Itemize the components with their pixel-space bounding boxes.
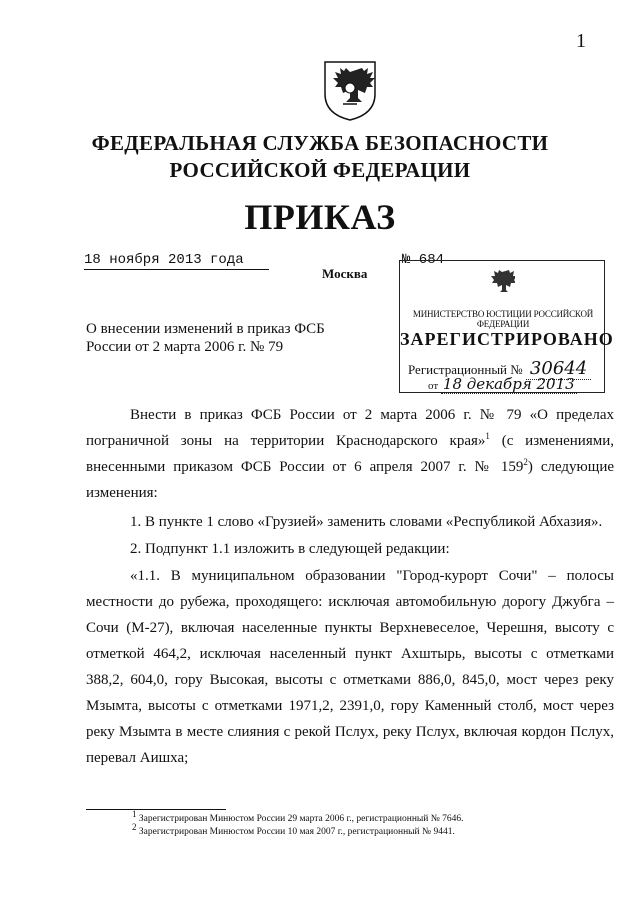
- stamp-registration-number: 30644: [526, 358, 591, 380]
- order-date: 18 ноября 2013 года: [84, 252, 269, 270]
- order-number: № 684: [402, 252, 445, 268]
- footnote-separator: [86, 809, 226, 810]
- footnote-1-text: Зарегистрирован Минюстом России 29 марта 2006 г., регистрационный № 7646.: [138, 814, 464, 825]
- stamp-ministry: МИНИСТЕРСТВО ЮСТИЦИИ РОССИЙСКОЙ ФЕДЕРАЦИИ: [412, 309, 594, 329]
- stamp-date-label: от: [428, 380, 439, 392]
- body-item-1: 1. В пункте 1 слово «Грузией» заменить словами «Республикой Абхазия».: [130, 514, 603, 530]
- coat-of-arms-emblem: [321, 58, 379, 122]
- body-intro-paragraph: [86, 402, 614, 506]
- stamp-eagle-icon: [489, 269, 515, 293]
- organization-name: [0, 130, 640, 184]
- stamp-registered-label: ЗАРЕГИСТРИРОВАНО: [400, 329, 614, 349]
- registration-stamp: [399, 260, 614, 393]
- stamp-date-row: [428, 375, 577, 393]
- stamp-registration-date: 18 декабря 2013: [442, 375, 575, 393]
- stamp-registration-label: Регистрационный №: [408, 362, 523, 377]
- body-item-2: 2. Подпункт 1.1 изложить в следующей редакции:: [130, 541, 450, 557]
- footnote-ref-2: 2: [523, 457, 528, 467]
- body-item-3: «1.1. В муниципальном образовании "Город-курорт Сочи" – полосы местности до рубежа, проходящего: исключая автомобильную дорогу Джубга – Сочи (М-27), включая населенные пункты Верхневеселое, Черешня, высоту с отметкой 464,2, исключая населенный пункт Ахштырь, высоты с отметками 388,2, 604,0, гору Высокая, высоты с отметками 886,0, 845,0, мост через реку Мзымта, высоты с отметками 1971,2, 2391,0, гору Каменный столб, мост через реку Мзымта в месте слияния с рекой Пслух, реку Пслух, включая кордон Пслух, перевал Аишха;: [86, 568, 614, 766]
- footnote-2: [132, 822, 455, 838]
- order-city: Москва: [322, 266, 368, 281]
- footnote-1-mark: 1: [132, 809, 137, 819]
- page-number: 1: [576, 30, 586, 52]
- order-subject: О внесении изменений в приказ ФСБ России от 2 марта 2006 г. № 79: [86, 321, 325, 355]
- intro-text-part3: ) следующие изменения:: [86, 459, 614, 501]
- footnote-2-mark: 2: [132, 822, 137, 832]
- intro-text-part1: Внести в приказ ФСБ России от 2 марта 2006 г. № 79 «О пределах пограничной зоны на территории Краснодарского края»: [86, 407, 614, 449]
- footnote-1: [132, 809, 464, 825]
- document-type-title: ПРИКАЗ: [244, 197, 396, 237]
- footnote-2-text: Зарегистрирован Минюстом России 10 мая 2007 г., регистрационный № 9441.: [138, 827, 455, 838]
- organization-name-line1: ФЕДЕРАЛЬНАЯ СЛУЖБА БЕЗОПАСНОСТИ: [91, 131, 549, 155]
- footnote-ref-1: 1: [485, 431, 490, 441]
- organization-name-line2: РОССИЙСКОЙ ФЕДЕРАЦИИ: [169, 158, 471, 182]
- intro-text-part2: (с изменениями, внесенными приказом ФСБ России от 6 апреля 2007 г. № 159: [86, 433, 614, 475]
